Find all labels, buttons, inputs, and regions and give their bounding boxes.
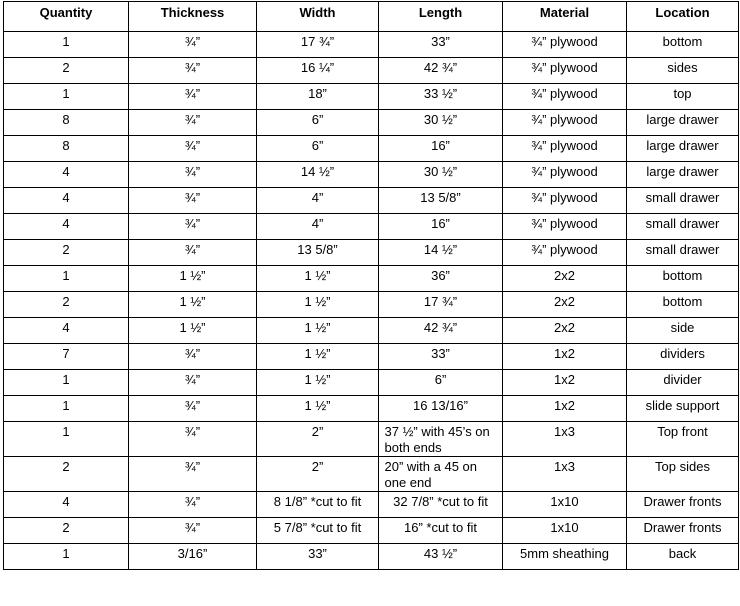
cell-length (379, 32, 503, 58)
cell-quantity: 7 (4, 344, 129, 370)
length-text: 20” with a 45 on one end (384, 459, 478, 490)
table-row (4, 214, 739, 240)
cell-material: ¾” plywood (503, 136, 627, 162)
cut-list-table (3, 1, 739, 570)
cell-quantity: 1 (4, 544, 129, 570)
cell-length (379, 162, 503, 188)
table-row (4, 162, 739, 188)
cell-length (379, 58, 503, 84)
header-width: Width (257, 2, 379, 32)
cell-width: 8 1/8” *cut to fit (257, 492, 379, 518)
cell-location: slide support (627, 396, 739, 422)
cell-location: bottom (627, 32, 739, 58)
length-text: 37 ½” with 45’s on both ends (384, 424, 490, 455)
cell-thickness: ¾” (129, 162, 257, 188)
cell-material: 1x2 (503, 396, 627, 422)
length-text: 6” (434, 372, 447, 387)
table-row (4, 292, 739, 318)
cell-location: Drawer fronts (627, 492, 739, 518)
cell-length (379, 544, 503, 570)
cell-width: 1 ½” (257, 396, 379, 422)
cell-quantity: 2 (4, 58, 129, 84)
cell-width: 5 7/8” *cut to fit (257, 518, 379, 544)
table-row (4, 318, 739, 344)
cell-thickness: ¾” (129, 518, 257, 544)
cell-length (379, 136, 503, 162)
cell-thickness: ¾” (129, 370, 257, 396)
table-body (4, 32, 739, 570)
cell-length (379, 84, 503, 110)
cell-length (379, 188, 503, 214)
table-row (4, 492, 739, 518)
length-text: 16” (431, 216, 450, 231)
length-text: 16” *cut to fit (404, 520, 477, 535)
cell-location: divider (627, 370, 739, 396)
table-row (4, 544, 739, 570)
cell-material: ¾” plywood (503, 188, 627, 214)
cell-width: 4” (257, 214, 379, 240)
length-text: 36” (431, 268, 450, 283)
length-text: 33 ½” (423, 86, 458, 101)
table-row (4, 266, 739, 292)
cell-width: 6” (257, 110, 379, 136)
cell-location: large drawer (627, 162, 739, 188)
cell-length (379, 110, 503, 136)
cell-width: 1 ½” (257, 344, 379, 370)
cell-material: ¾” plywood (503, 214, 627, 240)
cell-material: 2x2 (503, 318, 627, 344)
cell-location: bottom (627, 266, 739, 292)
cell-material: ¾” plywood (503, 162, 627, 188)
cell-quantity: 2 (4, 518, 129, 544)
table-row (4, 32, 739, 58)
cell-quantity: 4 (4, 162, 129, 188)
length-text: 32 7/8” *cut to fit (393, 494, 488, 509)
cell-thickness: 1 ½” (129, 292, 257, 318)
cell-location: dividers (627, 344, 739, 370)
cell-material: 1x10 (503, 492, 627, 518)
length-text: 42 ¾” (423, 60, 458, 75)
cell-location: large drawer (627, 136, 739, 162)
cell-width: 18” (257, 84, 379, 110)
cell-length (379, 422, 503, 457)
cell-width: 1 ½” (257, 266, 379, 292)
cell-width: 2” (257, 422, 379, 457)
cell-quantity: 8 (4, 110, 129, 136)
cell-width: 2” (257, 457, 379, 492)
table-row (4, 84, 739, 110)
table-row (4, 136, 739, 162)
table-row (4, 457, 739, 492)
cell-material: 1x2 (503, 370, 627, 396)
length-text: 33” (431, 34, 450, 49)
length-text: 16” (431, 138, 450, 153)
cell-quantity: 1 (4, 422, 129, 457)
table-row (4, 344, 739, 370)
cell-thickness: ¾” (129, 344, 257, 370)
table-row (4, 396, 739, 422)
cell-thickness: 1 ½” (129, 318, 257, 344)
length-text: 13 5/8” (420, 190, 461, 205)
cell-quantity: 4 (4, 318, 129, 344)
table-row (4, 370, 739, 396)
cell-width: 16 ¼” (257, 58, 379, 84)
cell-quantity: 8 (4, 136, 129, 162)
cell-width: 6” (257, 136, 379, 162)
length-text: 33” (431, 346, 450, 361)
cell-thickness: ¾” (129, 457, 257, 492)
cell-length (379, 396, 503, 422)
cell-quantity: 2 (4, 240, 129, 266)
cell-location: back (627, 544, 739, 570)
cell-width: 33” (257, 544, 379, 570)
cell-quantity: 1 (4, 84, 129, 110)
cell-quantity: 1 (4, 32, 129, 58)
table-row (4, 58, 739, 84)
cell-thickness: ¾” (129, 84, 257, 110)
cell-location: sides (627, 58, 739, 84)
length-text: 43 ½” (423, 546, 458, 561)
cell-thickness: 3/16” (129, 544, 257, 570)
cell-width: 1 ½” (257, 292, 379, 318)
cell-quantity: 1 (4, 266, 129, 292)
cell-material: 5mm sheathing (503, 544, 627, 570)
cell-thickness: ¾” (129, 110, 257, 136)
cell-location: small drawer (627, 188, 739, 214)
cell-thickness: ¾” (129, 422, 257, 457)
cell-length (379, 240, 503, 266)
cell-length (379, 266, 503, 292)
length-text: 14 ½” (423, 242, 458, 257)
header-length: Length (379, 2, 503, 32)
cell-material: ¾” plywood (503, 110, 627, 136)
cell-material: 1x2 (503, 344, 627, 370)
cell-length (379, 492, 503, 518)
cell-material: ¾” plywood (503, 240, 627, 266)
cell-location: small drawer (627, 214, 739, 240)
cell-width: 13 5/8” (257, 240, 379, 266)
header-thickness: Thickness (129, 2, 257, 32)
cell-quantity: 2 (4, 292, 129, 318)
cell-width: 1 ½” (257, 370, 379, 396)
cell-quantity: 4 (4, 214, 129, 240)
header-location: Location (627, 2, 739, 32)
cell-material: 1x3 (503, 457, 627, 492)
table-row (4, 110, 739, 136)
length-text: 30 ½” (423, 112, 458, 127)
cell-length (379, 344, 503, 370)
table-row (4, 518, 739, 544)
cell-length (379, 318, 503, 344)
header-material: Material (503, 2, 627, 32)
cell-material: 2x2 (503, 292, 627, 318)
cell-location: bottom (627, 292, 739, 318)
cell-quantity: 1 (4, 396, 129, 422)
cell-length (379, 214, 503, 240)
header-row (4, 2, 739, 32)
cell-thickness: ¾” (129, 214, 257, 240)
cell-width: 14 ½” (257, 162, 379, 188)
cell-location: side (627, 318, 739, 344)
cell-location: Drawer fronts (627, 518, 739, 544)
cell-thickness: ¾” (129, 240, 257, 266)
cell-location: top (627, 84, 739, 110)
table-row (4, 422, 739, 457)
cell-location: large drawer (627, 110, 739, 136)
cell-width: 4” (257, 188, 379, 214)
cell-width: 1 ½” (257, 318, 379, 344)
cell-width: 17 ¾” (257, 32, 379, 58)
table-row (4, 188, 739, 214)
cell-quantity: 1 (4, 370, 129, 396)
length-text: 42 ¾” (423, 320, 458, 335)
cell-location: small drawer (627, 240, 739, 266)
cell-quantity: 2 (4, 457, 129, 492)
cell-quantity: 4 (4, 492, 129, 518)
cell-thickness: ¾” (129, 136, 257, 162)
cell-location: Top front (627, 422, 739, 457)
cell-location: Top sides (627, 457, 739, 492)
cell-length (379, 292, 503, 318)
cell-thickness: ¾” (129, 396, 257, 422)
table-header (4, 2, 739, 32)
length-text: 16 13/16” (413, 398, 468, 413)
header-quantity: Quantity (4, 2, 129, 32)
cell-length (379, 518, 503, 544)
cell-material: ¾” plywood (503, 32, 627, 58)
length-text: 17 ¾” (423, 294, 458, 309)
cell-thickness: ¾” (129, 188, 257, 214)
cell-material: ¾” plywood (503, 84, 627, 110)
cell-thickness: ¾” (129, 492, 257, 518)
cell-quantity: 4 (4, 188, 129, 214)
cell-material: 2x2 (503, 266, 627, 292)
cell-thickness: 1 ½” (129, 266, 257, 292)
table-row (4, 240, 739, 266)
cell-thickness: ¾” (129, 58, 257, 84)
cell-thickness: ¾” (129, 32, 257, 58)
cell-material: ¾” plywood (503, 58, 627, 84)
cell-length (379, 457, 503, 492)
cell-material: 1x3 (503, 422, 627, 457)
length-text: 30 ½” (423, 164, 458, 179)
cell-length (379, 370, 503, 396)
cell-material: 1x10 (503, 518, 627, 544)
